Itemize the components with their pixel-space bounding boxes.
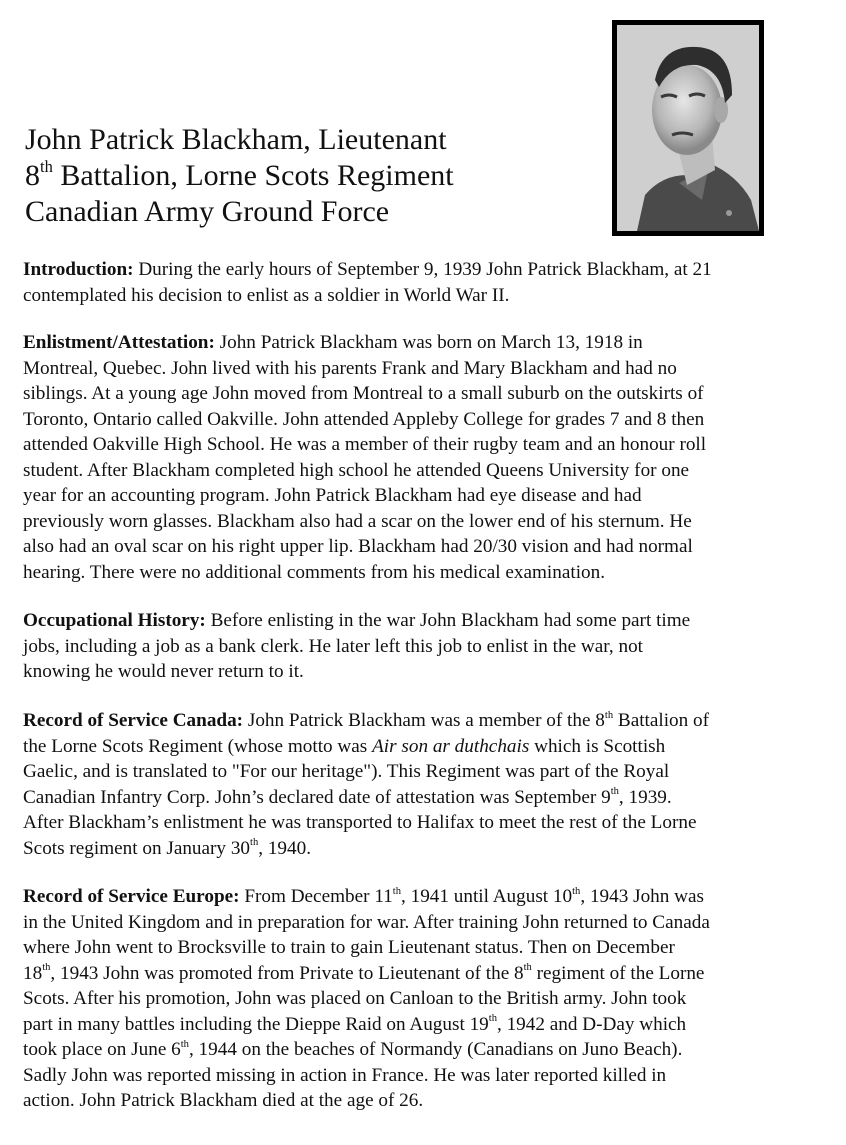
title-battalion: 8th Battalion, Lorne Scots Regiment xyxy=(25,157,454,192)
section-service-europe: Record of Service Europe: From December 11th, 1941 until August 10th, 1943 John was in the United Kingdom and in preparation for war. After training John returned to Canada where John went to Brocksville to train to gain Lieutenant status. Then on December 18th, 1943 John was promoted from Private to Lieutenant of the 8th regiment of the Lorne Scots. After his promotion, John was placed on Canloan to the British army. John took part in many battles including the Dieppe Raid on August 19th, 1942 and D-Day which took place on June 6th, 1944 on the beaches of Normandy (Canadians on Juno Beach). Sadly John was reported missing in action in France. He was later reported killed in action. John Patrick Blackham died at the age of 26. xyxy=(23,885,710,1111)
occupational-heading: Occupational History: xyxy=(23,610,206,631)
regiment-motto: Air son ar duthchais xyxy=(372,735,530,757)
title-name-rank: John Patrick Blackham, Lieutenant xyxy=(25,123,447,156)
service-canada-heading: Record of Service Canada: xyxy=(23,710,244,731)
section-service-canada: Record of Service Canada: John Patrick Blackham was a member of the 8th Battalion of the Lorne Scots Regiment (whose motto was Air son ar duthchais which is Scottish Gaelic, and is translated to "For our heritage"). This Regiment was part of the Royal Canadian Infantry Corp. John’s declared date of attestation was September 9th, 1939. After Blackham’s enlistment he was transported to Halifax to meet the rest of the Lorne Scots regiment on January 30th, 1940. xyxy=(23,709,710,859)
portrait-photo-frame xyxy=(612,20,764,236)
title-force: Canadian Army Ground Force xyxy=(25,195,390,228)
soldier-portrait-image xyxy=(617,25,759,231)
section-enlistment: Enlistment/Attestation: John Patrick Blackham was born on March 13, 1918 in Montreal, Quebec. John lived with his parents Frank and Mary Blackham and had no siblings. At a young age John moved from Montreal to a small suburb on the outskirts of Toronto, Ontario called Oakville. John attended Appleby College for grades 7 and 8 then attended Oakville High School. He was a member of their rugby team and an honour roll student. After Blackham completed high school he attended Queens University for one year for an accounting program. John Patrick Blackham had eye disease and had previously worn glasses. Blackham also had a scar on the lower end of his sternum. He also had an oval scar on his right upper lip. Blackham had 20/30 vision and had normal hearing. There were no additional comments from his medical examination. xyxy=(23,332,707,583)
section-introduction: Introduction: During the early hours of September 9, 1939 John Patrick Blackham, at 21 contemplated his decision to enlist as a soldier in World War II. xyxy=(23,259,712,306)
portrait-photo xyxy=(617,25,759,231)
service-europe-heading: Record of Service Europe: xyxy=(23,886,240,907)
introduction-heading: Introduction: xyxy=(23,259,134,280)
enlistment-heading: Enlistment/Attestation: xyxy=(23,332,215,353)
document-title xyxy=(25,122,454,230)
section-occupational-history: Occupational History: Before enlisting in the war John Blackham had some part time jobs, including a job as a bank clerk. He later left this job to enlist in the war, not knowing he would never return to it. xyxy=(23,610,691,682)
